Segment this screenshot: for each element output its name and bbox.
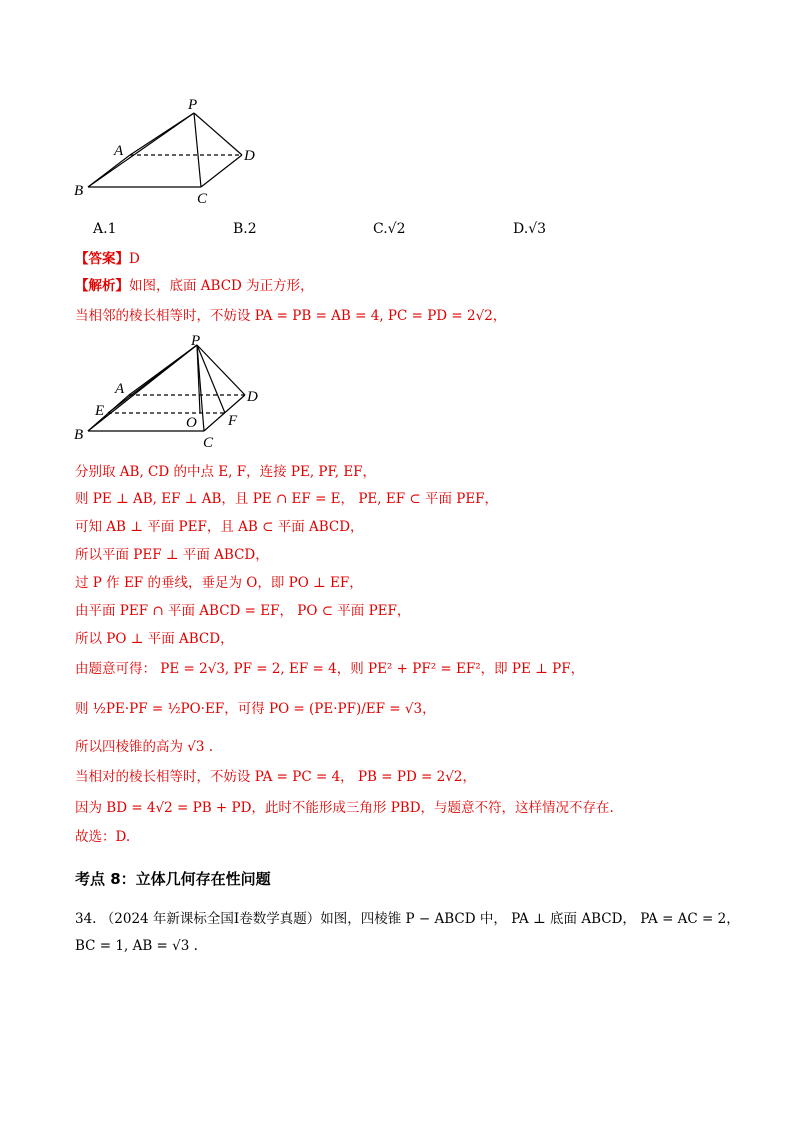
step-2: 则 PE ⊥ AB, EF ⊥ AB，且 PE ∩ EF = E， PE, EF ⊂ 平面 PEF，	[75, 491, 499, 507]
answer-choices	[93, 221, 693, 243]
analysis-line-1: 【解析】如图，底面 ABCD 为正方形，	[75, 278, 314, 294]
label-a: A	[114, 143, 124, 159]
label-a: A	[115, 381, 125, 397]
question-line-1: 34. （2024 年新课标全国Ⅰ卷数学真题）如图，四棱锥 P − ABCD 中， PA ⊥ 底面 ABCD， PA = AC = 2，	[75, 911, 740, 927]
step-9: 则 ½PE·PF = ½PO·EF，可得 PO = (PE·PF)/EF = √3，	[75, 701, 436, 717]
choice-a: A.1	[93, 221, 117, 237]
step-10: 所以四棱锥的高为 √3 .	[75, 739, 214, 755]
figure-pyramid-1	[70, 95, 280, 210]
label-c: C	[203, 435, 214, 450]
label-b: B	[74, 427, 84, 443]
figure-pyramid-2	[70, 335, 280, 450]
step-12: 因为 BD = 4√2 = PB + PD，此时不能形成三角形 PBD，与题意不符，这样情况不存在.	[75, 800, 614, 816]
step-6: 由平面 PEF ∩ 平面 ABCD = EF， PO ⊂ 平面 PEF，	[75, 603, 411, 619]
step-11: 当相对的棱长相等时，不妨设 PA = PC = 4， PB = PD = 2√2，	[75, 769, 476, 785]
choice-b: B.2	[233, 221, 257, 237]
label-o: O	[186, 415, 197, 431]
question-line-2: BC = 1, AB = √3 .	[75, 938, 198, 954]
step-13: 故选：D.	[75, 829, 131, 845]
answer-line: 【答案】D	[75, 251, 140, 267]
step-4: 所以平面 PEF ⊥ 平面 ABCD，	[75, 547, 269, 563]
analysis-line-2: 当相邻的棱长相等时，不妨设 PA = PB = AB = 4, PC = PD = 2√2，	[75, 308, 507, 324]
label-p: P	[191, 335, 201, 349]
step-7: 所以 PO ⊥ 平面 ABCD，	[75, 631, 234, 647]
label-d: D	[244, 148, 255, 164]
label-b: B	[74, 183, 84, 199]
step-8: 由题意可得： PE = 2√3, PF = 2, EF = 4，则 PE² + PF² = EF²，即 PE ⊥ PF，	[75, 661, 585, 677]
label-c: C	[197, 191, 208, 207]
step-5: 过 P 作 EF 的垂线，垂足为 O，即 PO ⊥ EF，	[75, 575, 363, 591]
section-heading: 考点 8：立体几何存在性问题	[75, 870, 271, 888]
step-1: 分别取 AB, CD 的中点 E, F，连接 PE, PF, EF，	[75, 464, 377, 480]
choice-c: C.√2	[373, 221, 406, 237]
label-f: F	[228, 413, 238, 429]
label-p: P	[188, 97, 198, 113]
step-3: 可知 AB ⊥ 平面 PEF，且 AB ⊂ 平面 ABCD，	[75, 519, 364, 535]
label-d: D	[247, 389, 258, 405]
label-e: E	[95, 403, 105, 419]
choice-d: D.√3	[513, 221, 547, 237]
